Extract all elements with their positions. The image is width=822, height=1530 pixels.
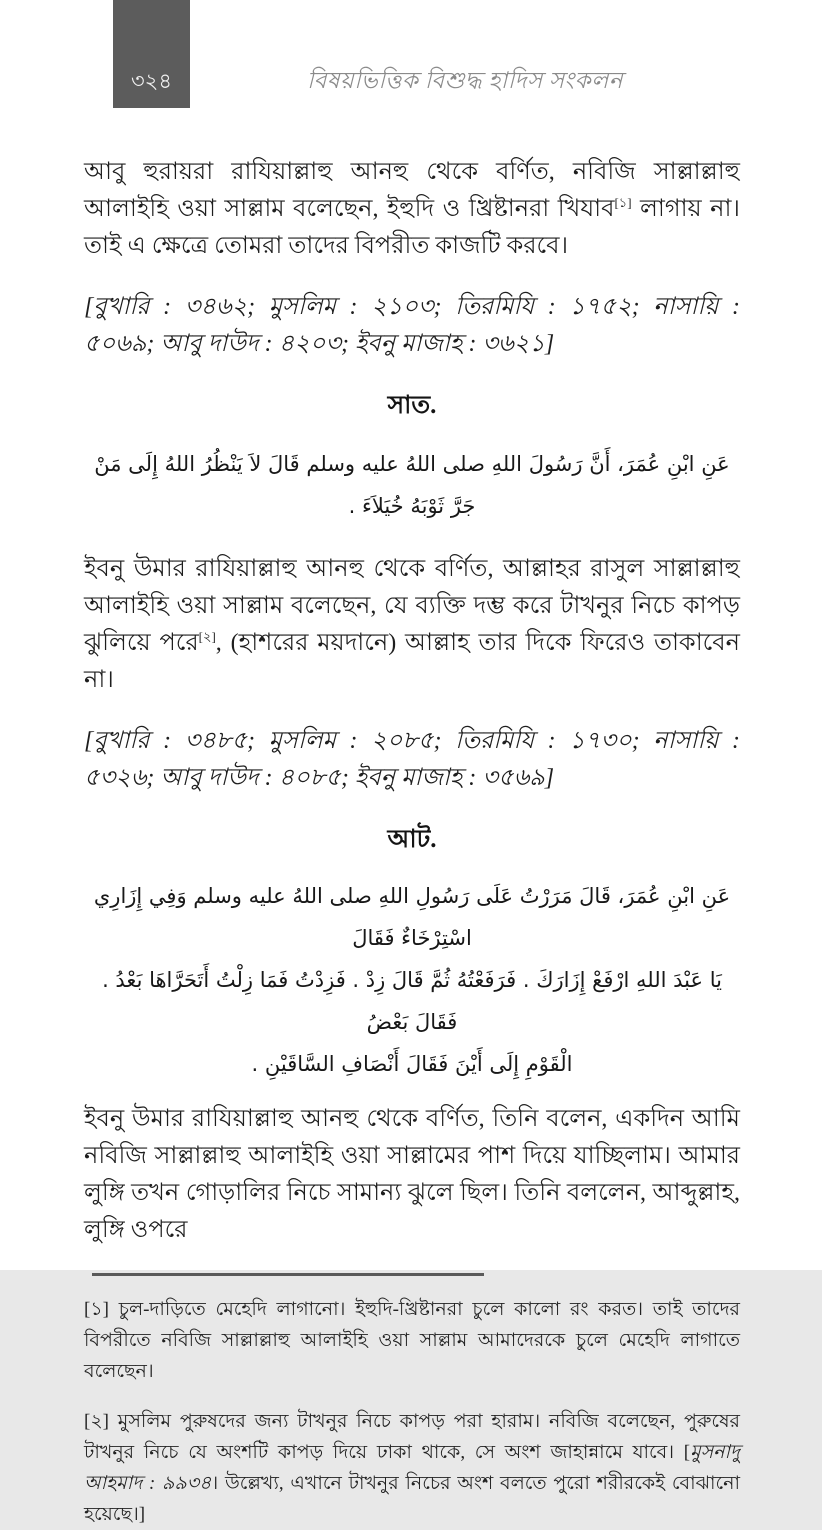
section-heading-eight: আট. <box>387 826 437 853</box>
hadith-8-translation: ইবনু উমার রাযিয়াল্লাহু আনহু থেকে বর্ণিত, তিনি বলেন, একদিন আমি নবিজি সাল্লাল্লাহু আলাইহি ওয়া সাল্লামের পাশ দিয়ে যাচ্ছিলাম। আমার লুঙ্গি তখন গোড়ালির নিচে সামান্য ঝুলে ছিল। তিনি বললেন, আব্দুল্লাহ, লুঙ্গি ওপরে <box>84 1106 740 1243</box>
hadith-8-arabic-line-1: عَنِ ابْنِ عُمَرَ، قَالَ مَرَرْتُ عَلَى رَسُولِ اللهِ صلى اللهُ عليه وسلم وَفِي إِزَارِي اسْتِرْخَاءٌ فَقَالَ <box>93 884 731 950</box>
section-heading-seven: সাত. <box>387 392 437 419</box>
hadith-7-references: [বুখারি : ৩৪৮৫; মুসলিম : ২০৮৫; তিরমিযি : ১৭৩০; নাসায়ি : ৫৩২৬; আবু দাউদ : ৪০৮৫; ইবনু মাজাহ : ৩৫৬৯] <box>84 728 740 791</box>
hadith-6-references: [বুখারি : ৩৪৬২; মুসলিম : ২১০৩; তিরমিযি : ১৭৫২; নাসায়ি : ৫০৬৯; আবু দাউদ : ৪২০৩; ইবনু মাজাহ : ৩৬২১] <box>84 294 740 357</box>
hadith-7-arabic: عَنِ ابْنِ عُمَرَ، أَنَّ رَسُولَ اللهِ صلى اللهُ عليه وسلم قَالَ لاَ يَنْظُرُ اللهُ إِلَى مَنْ جَرَّ ثَوْبَهُ خُيَلاَءَ . <box>94 452 730 518</box>
hadith-8-arabic-line-2: يَا عَبْدَ اللهِ ارْفَعْ إِزَارَكَ . فَرَفَعْتُهُ ثُمَّ قَالَ زِدْ . فَزِدْتُ فَمَا زِلْتُ أَتَحَرَّاهَا بَعْدُ . فَقَالَ بَعْضُ <box>102 968 722 1034</box>
page-number-tab <box>113 0 190 108</box>
footnote-1: [১] চুল-দাড়িতে মেহেদি লাগানো। ইহুদি-খ্রিষ্টানরা চুলে কালো রং করত। তাই তাদের বিপরীতে নবিজি সাল্লাল্লাহু আলাইহি ওয়া সাল্লাম আমাদেরকে চুলে মেহেদি লাগাতে বলেছেন। <box>84 1299 740 1382</box>
hadith-8-arabic <box>84 875 740 1085</box>
hadith-7-translation: ইবনু উমার রাযিয়াল্লাহু আনহু থেকে বর্ণিত, আল্লাহর রাসুল সাল্লাল্লাহু আলাইহি ওয়া সাল্লাম বলেছেন, যে ব্যক্তি দম্ভ করে টাখনুর নিচে কাপড় ঝুলিয়ে পরে[২], (হাশরের ময়দানে) আল্লাহ তার দিকে ফিরেও তাকাবেন না। <box>84 556 740 693</box>
footnote-2: [২] মুসলিম পুরুষদের জন্য টাখনুর নিচে কাপড় পরা হারাম। নবিজি বলেছেন, পুরুষের টাখনুর নিচে যে অংশটি কাপড় দিয়ে ঢাকা থাকে, সে অংশ জাহান্নামে যাবে। [মুসনাদু আহমাদ : ৯৯৩৪। উল্লেখ্য, এখানে টাখনুর নিচের অংশ বলতে পুরো শরীরকেই বোঝানো হয়েছে।] <box>84 1411 740 1525</box>
hadith-8-arabic-line-3: الْقَوْمِ إِلَى أَيْنَ فَقَالَ أَنْصَافِ السَّاقَيْنِ . <box>251 1052 573 1076</box>
footnote-separator-rule <box>92 1273 484 1276</box>
running-title: বিষয়ভিত্তিক বিশুদ্ধ হাদিস সংকলন <box>307 68 623 93</box>
page-number: ৩২৪ <box>131 69 172 93</box>
hadith-6-translation: আবু হুরায়রা রাযিয়াল্লাহু আনহু থেকে বর্ণিত, নবিজি সাল্লাল্লাহু আলাইহি ওয়া সাল্লাম বলেছেন, ইহুদি ও খ্রিষ্টানরা খিযাব[১] লাগায় না। তাই এ ক্ষেত্রে তোমরা তাদের বিপরীত কাজটি করবে। <box>84 159 740 259</box>
